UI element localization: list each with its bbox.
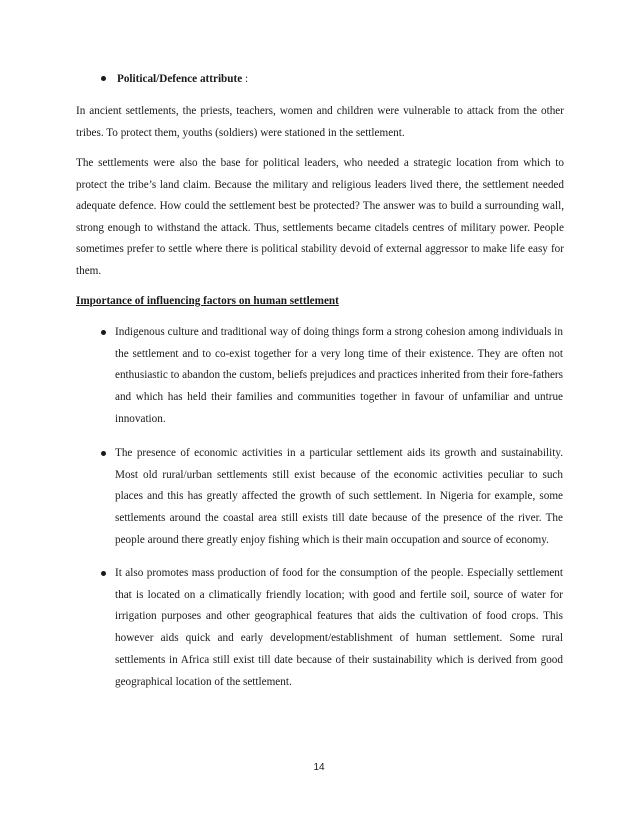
bullet-icon [101,451,106,456]
list-item: Indigenous culture and traditional way of doing things form a strong cohesion among individuals in the settlement and to co-exist together for a very long time of their existence. They are often not enthusiastic to abandon the custom, beliefs prejudices and practices inherited from their fore-fathers and which has held their families and communities together in favour of unfamiliar and untrue innovation. [115,322,563,431]
bullet-icon [101,76,106,81]
list-item: It also promotes mass production of food for the consumption of the people. Especially settlement that is located on a climatically friendly location; with good and fertile soil, source of water for irrigation purposes and other geographical features that aids the cultivation of food crops. This however aids quick and early development/establishment of human settlement. Some rural settlements in Africa still exist till date because of their sustainability which is derived from good geographical location of the settlement. [115,563,563,693]
paragraph-2: The settlements were also the base for political leaders, who needed a strategic location from which to protect the tribe’s land claim. Because the military and religious leaders lived there, the settlement needed adequate defence. How could the settlement best be protected? The answer was to build a surrounding wall, strong enough to withstand the attack. Thus, settlements became citadels centres of military power. People sometimes prefer to settle where there is political stability devoid of external aggressor to make life easy for them. [76,157,564,277]
list-item: The presence of economic activities in a particular settlement aids its growth and sustainability. Most old rural/urban settlements still exist because of the economic activities peculiar to such places and this has greatly affected the growth of such settlement. In Nigeria for example, some settlements around the coastal area still exists till date because of the presence of the river. The people around there greatly enjoy fishing which is their main occupation and source of economy. [115,443,563,552]
page-number: 14 [313,762,325,773]
bullet-icon [101,330,106,335]
section-title: Political/Defence attribute : [117,73,249,85]
paragraph-1: In ancient settlements, the priests, teachers, women and children were vulnerable to attack from the other tribes. To protect them, youths (soldiers) were stationed in the settlement. [76,105,564,139]
section-heading: Importance of influencing factors on human settlement [76,295,339,307]
bullet-icon [101,571,106,576]
